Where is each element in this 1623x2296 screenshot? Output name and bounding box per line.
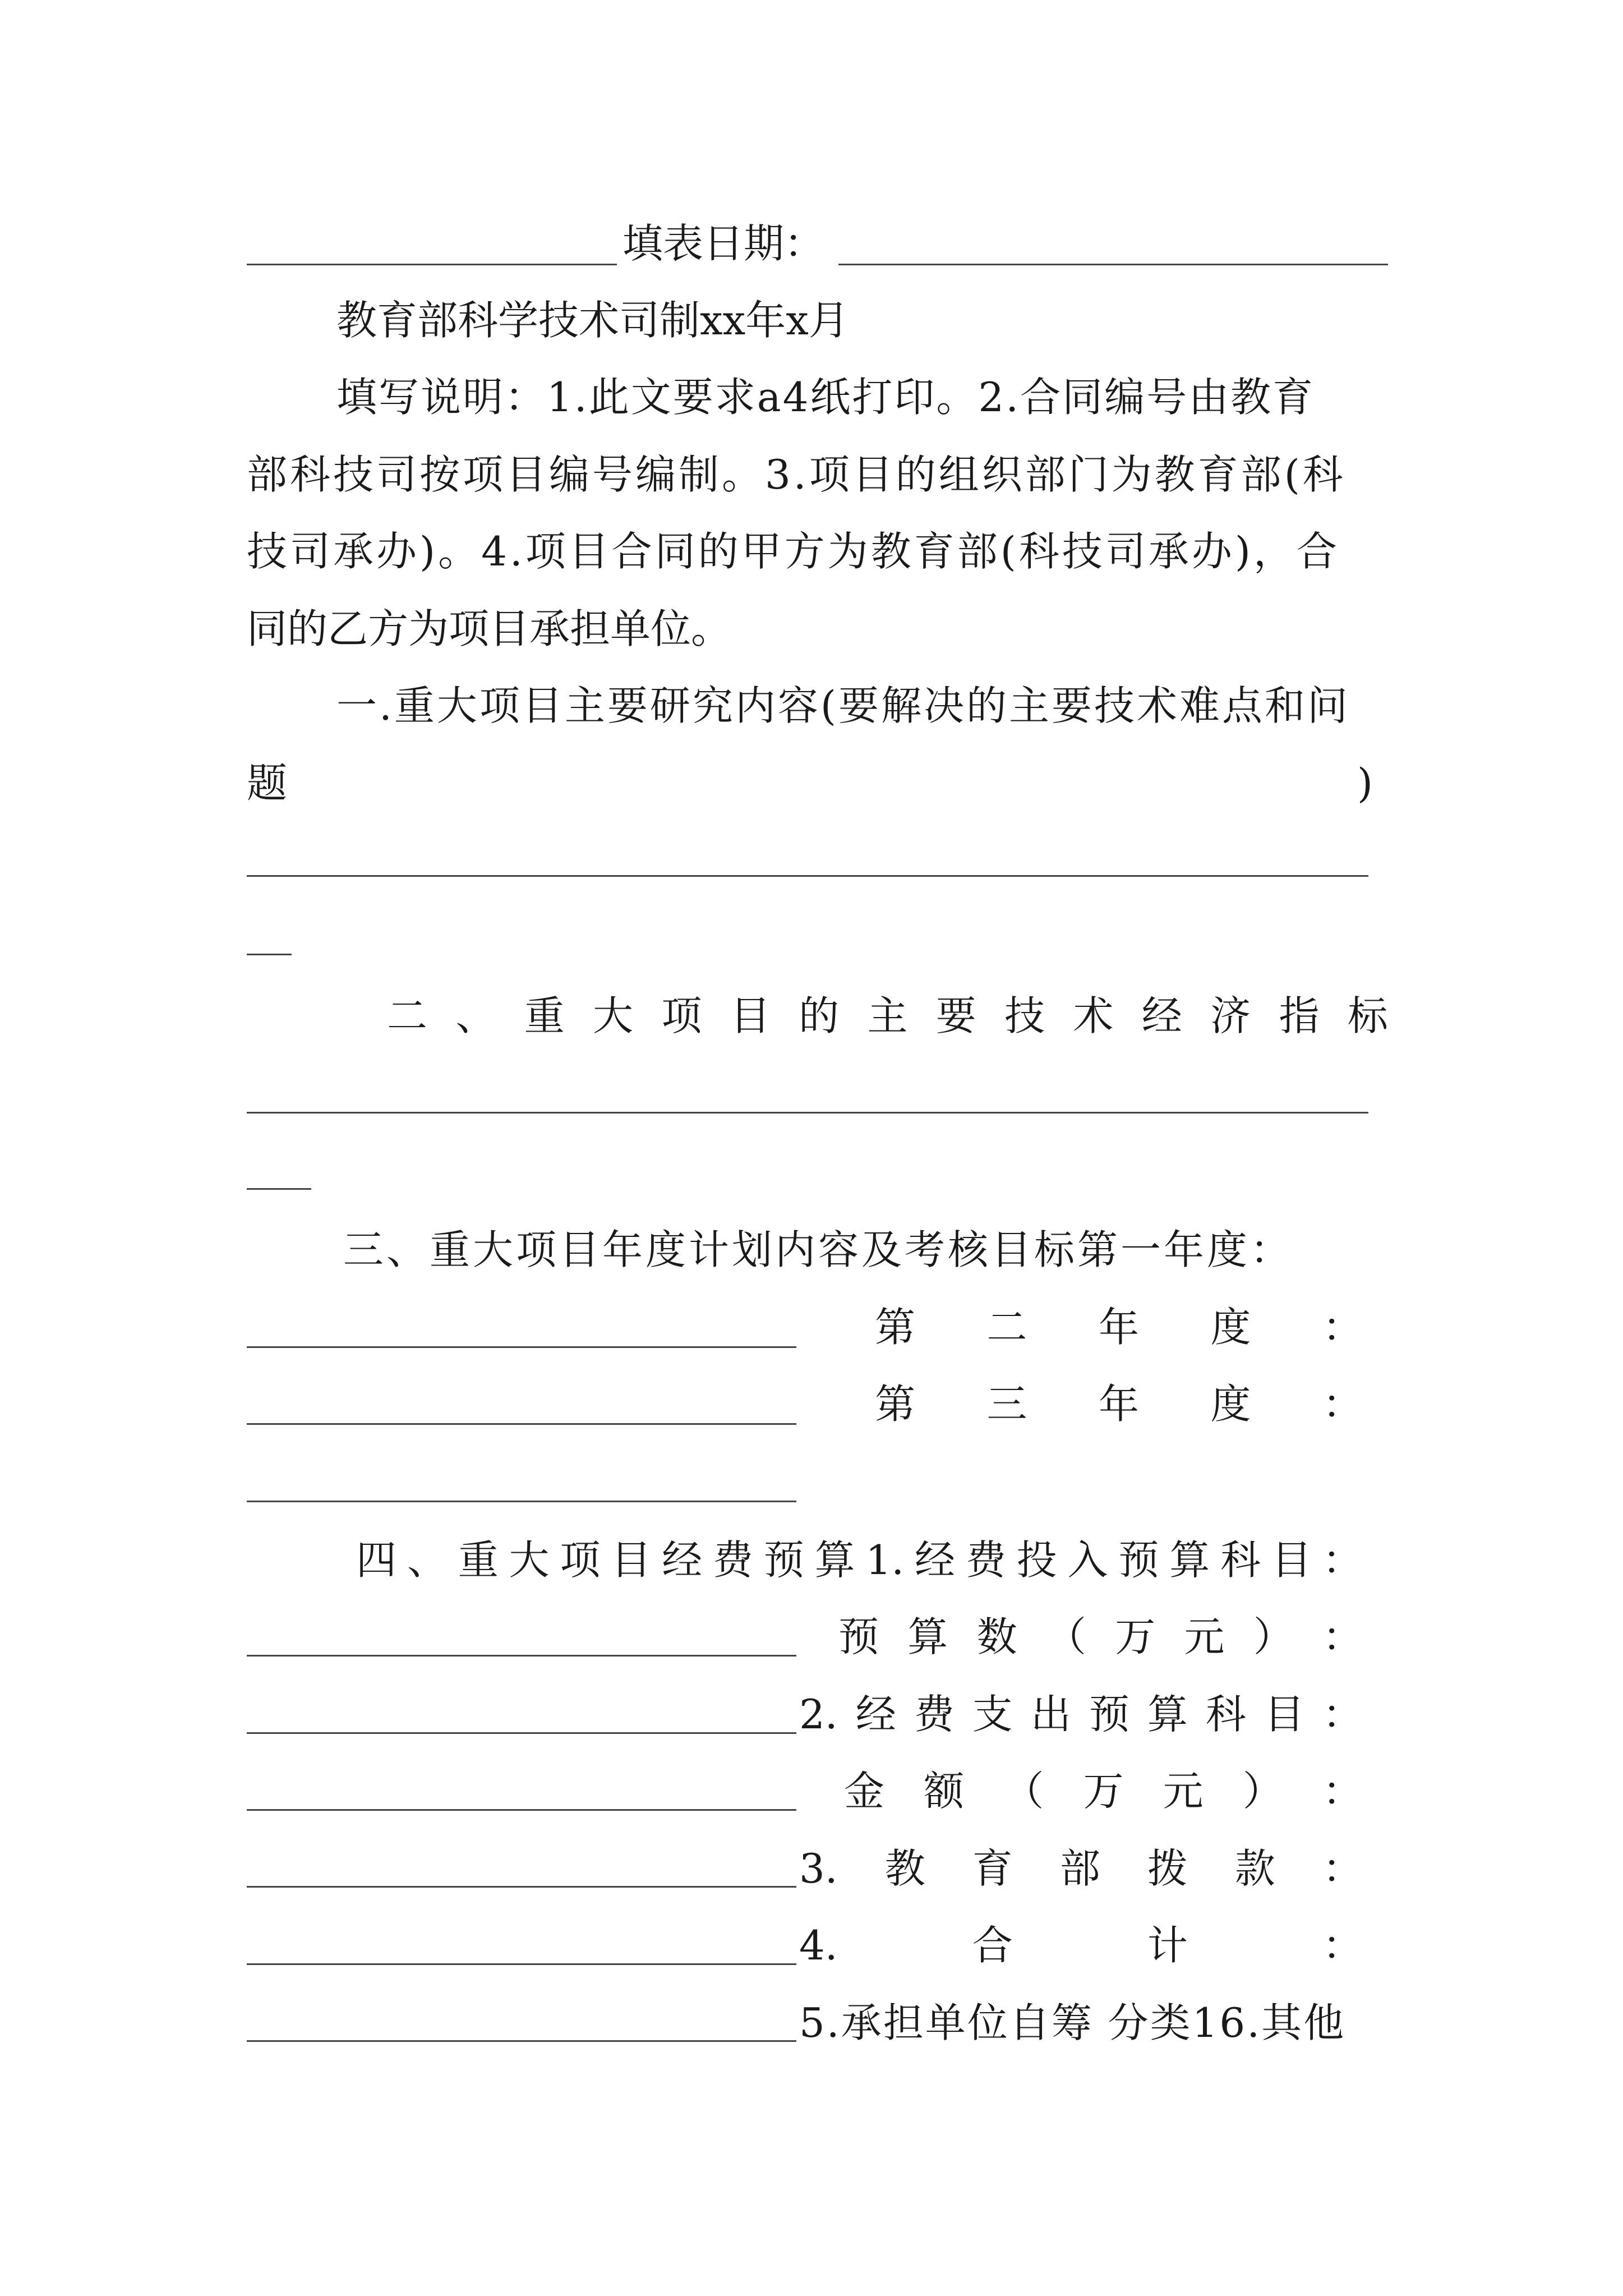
year3-char: 第 <box>875 1381 916 1428</box>
total-line <box>247 2040 796 2042</box>
section4-char: 入 <box>1067 1536 1108 1584</box>
instructions-line-4: 同的乙方为项目承担单位。 <box>247 605 732 652</box>
section4-char: 目 <box>1271 1536 1312 1584</box>
section4-char: 预 <box>1118 1536 1159 1584</box>
section4-char: ： <box>1322 1536 1363 1584</box>
amount-line <box>247 1886 796 1888</box>
expense-subject-line <box>247 1809 796 1811</box>
section4-char: 、 <box>407 1536 448 1584</box>
section3-year3-line <box>247 1501 796 1502</box>
ministry-char: 拨 <box>1147 1845 1188 1892</box>
instructions-text: 填写说明：1.此文要求a4纸打印。2.合同编号由教育 <box>336 374 1315 421</box>
date-right-underline <box>838 264 1388 265</box>
section4-char: 经 <box>662 1536 703 1584</box>
section4-char: 大 <box>509 1536 550 1584</box>
instructions-line-2: 部科技司按项目编号编制。3.项目的组织部门为教育部(科 <box>247 451 1346 498</box>
section2-char: 二 <box>387 992 428 1039</box>
total-label <box>799 1922 1363 1969</box>
section4-heading <box>356 1536 1363 1584</box>
section4-char: 投 <box>1016 1536 1057 1584</box>
expense-char: 支 <box>972 1691 1013 1738</box>
budget-count-char: ： <box>1322 1613 1363 1660</box>
section2-char: 经 <box>1141 992 1182 1039</box>
section2-char: 项 <box>661 992 702 1039</box>
section4-char: 项 <box>560 1536 601 1584</box>
ministry-funding-line <box>247 1963 796 1965</box>
section2-heading <box>387 992 1388 1039</box>
section2-char: 技 <box>1004 992 1045 1039</box>
year3-char: ： <box>1322 1381 1363 1428</box>
section2-char: 济 <box>1210 992 1251 1039</box>
section1-answer-line-short <box>247 954 292 955</box>
expense-char: 费 <box>914 1691 955 1738</box>
ministry-char: 教 <box>884 1845 925 1892</box>
ministry-char: 3. <box>799 1845 838 1892</box>
year2-char: 第 <box>875 1304 916 1351</box>
budget-count-char: （ <box>1045 1613 1086 1660</box>
total-char: 计 <box>1147 1922 1188 1969</box>
section4-char: 算 <box>814 1536 855 1584</box>
section4-char: 科 <box>1220 1536 1261 1584</box>
section4-char: 1. <box>865 1536 905 1584</box>
amount-char: 金 <box>844 1768 885 1815</box>
self-raised-label: 5.承担单位自筹 分类16.其他 <box>799 1999 1346 2046</box>
section2-char: 的 <box>799 992 840 1039</box>
amount-char: （ <box>1003 1768 1044 1815</box>
year2-char: 二 <box>986 1304 1027 1351</box>
section2-char: 、 <box>455 992 496 1039</box>
section2-char: 重 <box>524 992 565 1039</box>
issuer-line: 教育部科学技术司制xx年x月 <box>336 297 849 344</box>
ministry-char: ： <box>1322 1845 1363 1892</box>
amount-char: ） <box>1242 1768 1283 1815</box>
ministry-char: 款 <box>1234 1845 1275 1892</box>
budget-count-char: 数 <box>976 1613 1017 1660</box>
section2-char: 主 <box>867 992 908 1039</box>
date-left-underline <box>247 264 617 265</box>
expense-char: ： <box>1322 1691 1363 1738</box>
section1-close-paren: ) <box>1357 760 1373 807</box>
year2-char: 年 <box>1098 1304 1139 1351</box>
section3-year3-label <box>875 1381 1363 1428</box>
expense-char: 科 <box>1205 1691 1246 1738</box>
ministry-funding-label <box>799 1845 1363 1892</box>
expense-char: 目 <box>1264 1691 1304 1738</box>
section4-char: 费 <box>965 1536 1006 1584</box>
year3-char: 三 <box>986 1381 1027 1428</box>
section2-char: 术 <box>1073 992 1114 1039</box>
section4-char: 四 <box>356 1536 397 1584</box>
expense-subject-label <box>799 1691 1363 1738</box>
section2-char: 标 <box>1347 992 1388 1039</box>
year2-char: 度 <box>1210 1304 1251 1351</box>
section4-char: 经 <box>914 1536 955 1584</box>
section3-year2-label <box>875 1304 1363 1351</box>
budget-count-line <box>247 1732 796 1734</box>
section2-char: 指 <box>1279 992 1320 1039</box>
section2-char: 大 <box>593 992 634 1039</box>
budget-subject-line <box>247 1655 796 1657</box>
section3-year2-line <box>247 1423 796 1425</box>
expense-char: 经 <box>855 1691 896 1738</box>
total-char: 4. <box>799 1922 838 1969</box>
section1-heading: 一.重大项目主要研究内容(要解决的主要技术难点和问 <box>336 682 1350 729</box>
section3-year1-line <box>247 1346 796 1348</box>
year3-char: 度 <box>1210 1381 1251 1428</box>
year2-char: ： <box>1322 1304 1363 1351</box>
year3-char: 年 <box>1098 1381 1139 1428</box>
section4-char: 预 <box>763 1536 804 1584</box>
amount-char: 万 <box>1083 1768 1124 1815</box>
section1-heading-cont: 题 <box>247 760 288 807</box>
expense-char: 预 <box>1089 1691 1129 1738</box>
amount-char: ： <box>1322 1768 1363 1815</box>
expense-char: 算 <box>1147 1691 1188 1738</box>
budget-count-char: 万 <box>1115 1613 1156 1660</box>
instructions-line-3: 技司承办)。4.项目合同的甲方为教育部(科技司承办)，合 <box>247 528 1340 575</box>
section2-answer-line-short <box>247 1188 311 1190</box>
amount-label <box>844 1768 1363 1815</box>
instructions-line-1 <box>336 374 1388 421</box>
ministry-char: 育 <box>972 1845 1013 1892</box>
date-label: 填表日期： <box>623 220 825 267</box>
section4-char: 目 <box>611 1536 652 1584</box>
section4-char: 算 <box>1169 1536 1210 1584</box>
amount-char: 元 <box>1163 1768 1204 1815</box>
section4-char: 重 <box>458 1536 499 1584</box>
section1-answer-line <box>247 875 1368 877</box>
budget-count-label <box>838 1613 1363 1660</box>
budget-count-char: 算 <box>907 1613 948 1660</box>
budget-count-char: 预 <box>838 1613 879 1660</box>
section3-heading: 三、重大项目年度计划内容及考核目标第一年度： <box>343 1226 1294 1273</box>
budget-count-char: ） <box>1253 1613 1294 1660</box>
expense-char: 出 <box>1030 1691 1071 1738</box>
section2-answer-line <box>247 1112 1368 1114</box>
section4-char: 费 <box>712 1536 753 1584</box>
expense-char: 2. <box>799 1691 838 1738</box>
ministry-char: 部 <box>1059 1845 1100 1892</box>
section2-char: 目 <box>730 992 771 1039</box>
total-char: 合 <box>972 1922 1013 1969</box>
total-char: ： <box>1322 1922 1363 1969</box>
amount-char: 额 <box>924 1768 965 1815</box>
budget-count-char: 元 <box>1184 1613 1225 1660</box>
section2-char: 要 <box>935 992 976 1039</box>
